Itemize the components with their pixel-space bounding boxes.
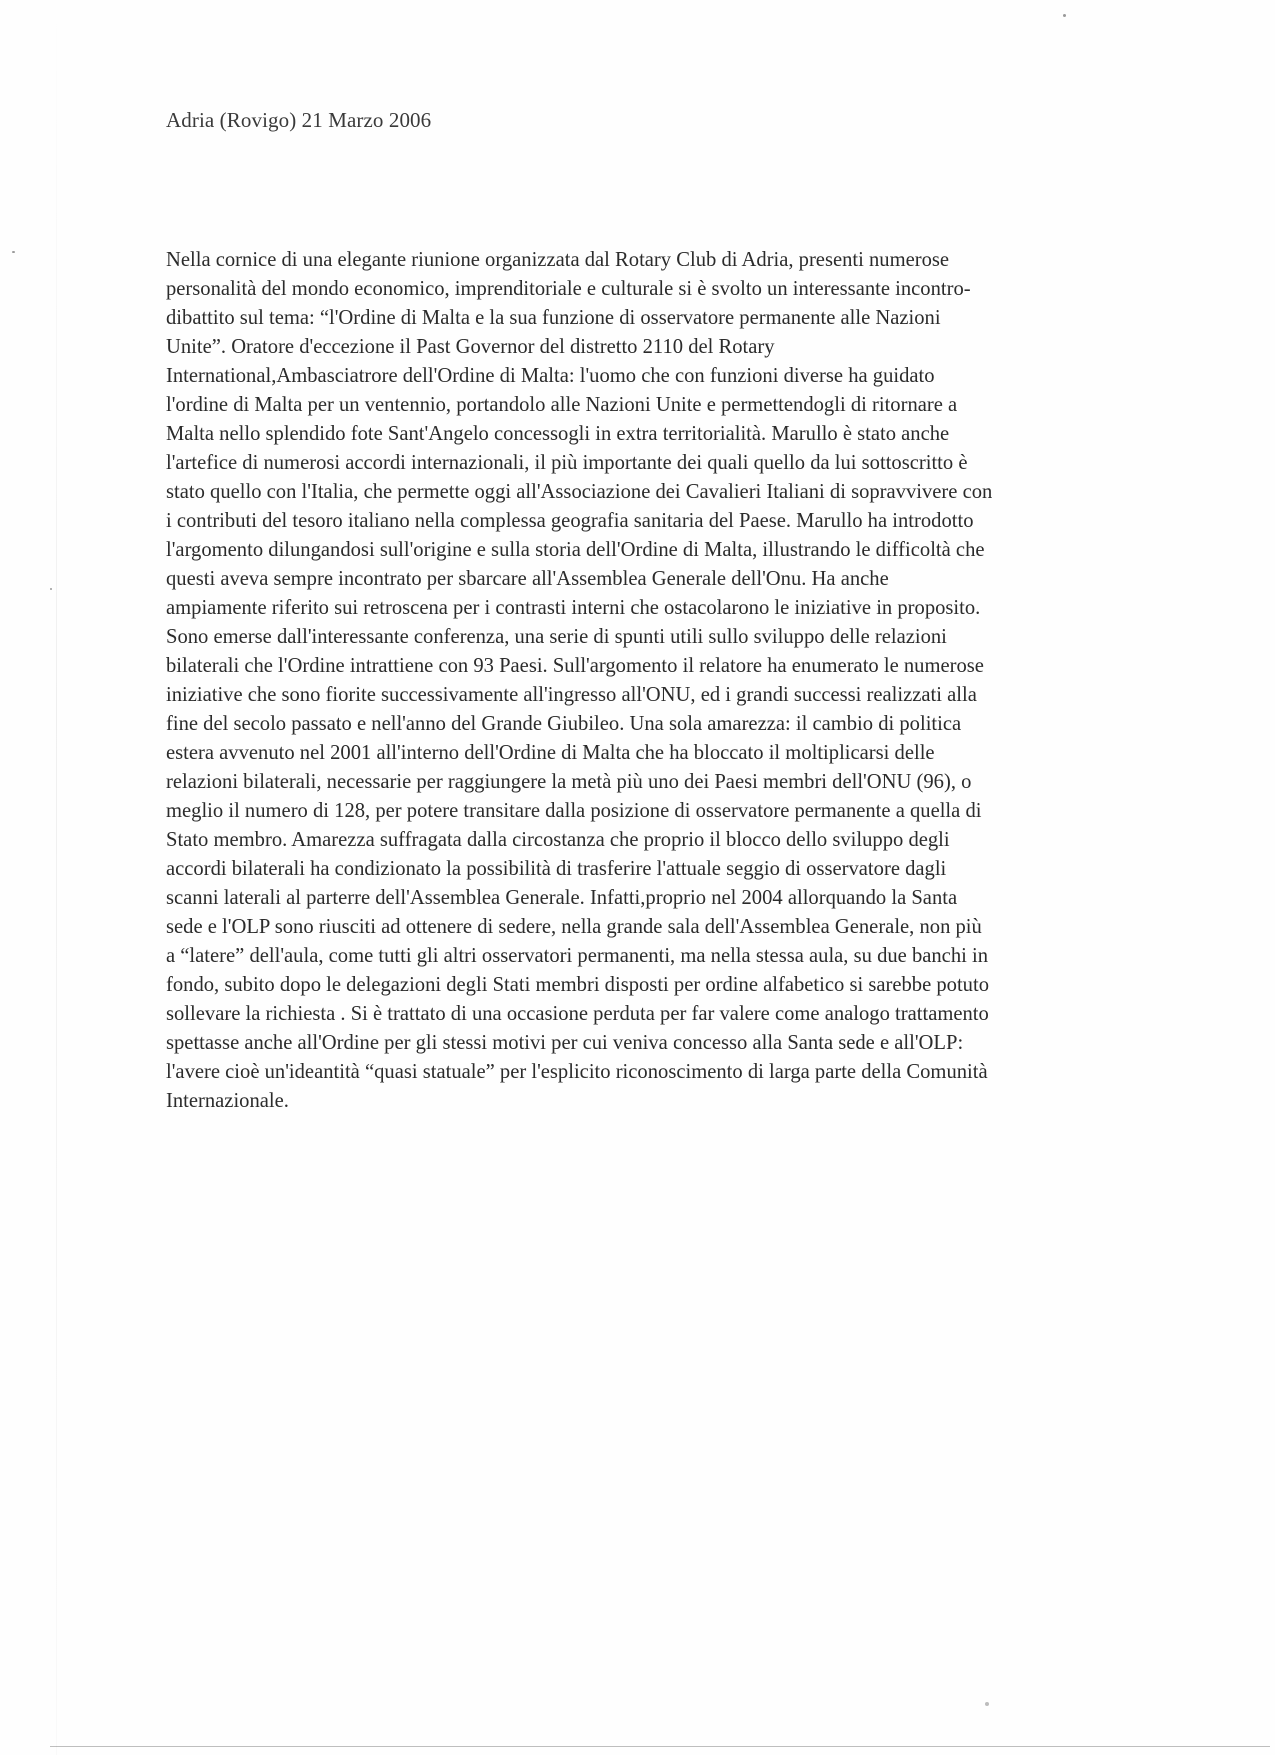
text-line: a “latere” dell'aula, come tutti gli altri osservatori permanenti, ma nella stessa aula, su due banchi in (166, 945, 989, 967)
text-line: International,Ambasciatrore dell'Ordine di Malta: l'uomo che con funzioni diverse ha guidato (166, 365, 935, 387)
text-line: iniziative che sono fiorite successivamente all'ingresso all'ONU, ed i grandi successi realizzati alla (166, 684, 977, 706)
text-line: bilaterali che l'Ordine intrattiene con 93 Paesi. Sull'argomento il relatore ha enumerato le numerose (166, 655, 984, 677)
text-line: i contributi del tesoro italiano nella complessa geografia sanitaria del Paese. Marullo ha introdotto (166, 510, 974, 532)
scan-speck (12, 251, 15, 253)
scan-speck (1063, 14, 1066, 17)
text-line: Unite”. Oratore d'eccezione il Past Governor del distretto 2110 del Rotary (166, 336, 775, 358)
text-line: fine del secolo passato e nell'anno del Grande Giubileo. Una sola amarezza: il cambio di politica (166, 713, 962, 735)
scan-edge-bottom (50, 1746, 1270, 1747)
scan-edge-left (56, 0, 57, 1755)
text-line: l'artefice di numerosi accordi internazionali, il più importante dei quali quello da lui sottoscritto è (166, 452, 968, 474)
text-line: l'ordine di Malta per un ventennio, portandolo alle Nazioni Unite e permettendogli di ritornare a (166, 394, 958, 416)
text-line: Stato membro. Amarezza suffragata dalla circostanza che proprio il blocco dello sviluppo degli (166, 829, 950, 851)
text-line: stato quello con l'Italia, che permette oggi all'Associazione dei Cavalieri Italiani di sopravvivere con (166, 481, 993, 503)
dateline: Adria (Rovigo) 21 Marzo 2006 (166, 108, 432, 132)
text-line: Sono emerse dall'interessante conferenza, una serie di spunti utili sullo sviluppo delle relazioni (166, 626, 947, 648)
text-line: dibattito sul tema: “l'Ordine di Malta e la sua funzione di osservatore permanente alle Nazioni (166, 307, 941, 329)
text-line: ampiamente riferito sui retroscena per i contrasti interni che ostacolarono le iniziative in proposito. (166, 597, 981, 619)
text-line: l'avere cioè un'ideantità “quasi statuale” per l'esplicito riconoscimento di larga parte della Comunità (166, 1061, 988, 1083)
text-line: personalità del mondo economico, imprenditoriale e culturale si è svolto un interessante incontro- (166, 278, 971, 300)
article-body (166, 246, 1176, 1116)
text-line: l'argomento dilungandosi sull'origine e sulla storia dell'Ordine di Malta, illustrando le difficoltà che (166, 539, 985, 561)
text-line: relazioni bilaterali, necessarie per raggiungere la metà più uno dei Paesi membri dell'ONU (96), o (166, 771, 972, 793)
text-line: questi aveva sempre incontrato per sbarcare all'Assemblea Generale dell'Onu. Ha anche (166, 568, 889, 590)
text-line: Nella cornice di una elegante riunione organizzata dal Rotary Club di Adria, presenti numerose (166, 249, 950, 271)
scan-speck (50, 588, 52, 590)
scan-speck (985, 1702, 989, 1706)
text-line: meglio il numero di 128, per potere transitare dalla posizione di osservatore permanente a quella di (166, 800, 982, 822)
text-line: Internazionale. (166, 1090, 289, 1112)
text-line: sede e l'OLP sono riusciti ad ottenere di sedere, nella grande sala dell'Assemblea Generale, non più (166, 916, 982, 938)
text-line: estera avvenuto nel 2001 all'interno dell'Ordine di Malta che ha bloccato il moltiplicarsi delle (166, 742, 935, 764)
text-line: Malta nello splendido fote Sant'Angelo concessogli in extra territorialità. Marullo è stato anche (166, 423, 950, 445)
text-line: fondo, subito dopo le delegazioni degli Stati membri disposti per ordine alfabetico si sarebbe potuto (166, 974, 989, 996)
text-line: accordi bilaterali ha condizionato la possibilità di trasferire l'attuale seggio di osservatore dagli (166, 858, 947, 880)
text-line: spettasse anche all'Ordine per gli stessi motivi per cui veniva concesso alla Santa sede e all'OLP: (166, 1032, 964, 1054)
text-line: scanni laterali al parterre dell'Assemblea Generale. Infatti,proprio nel 2004 allorquando la Santa (166, 887, 958, 909)
text-line: sollevare la richiesta . Si è trattato di una occasione perduta per far valere come analogo trattamento (166, 1003, 989, 1025)
